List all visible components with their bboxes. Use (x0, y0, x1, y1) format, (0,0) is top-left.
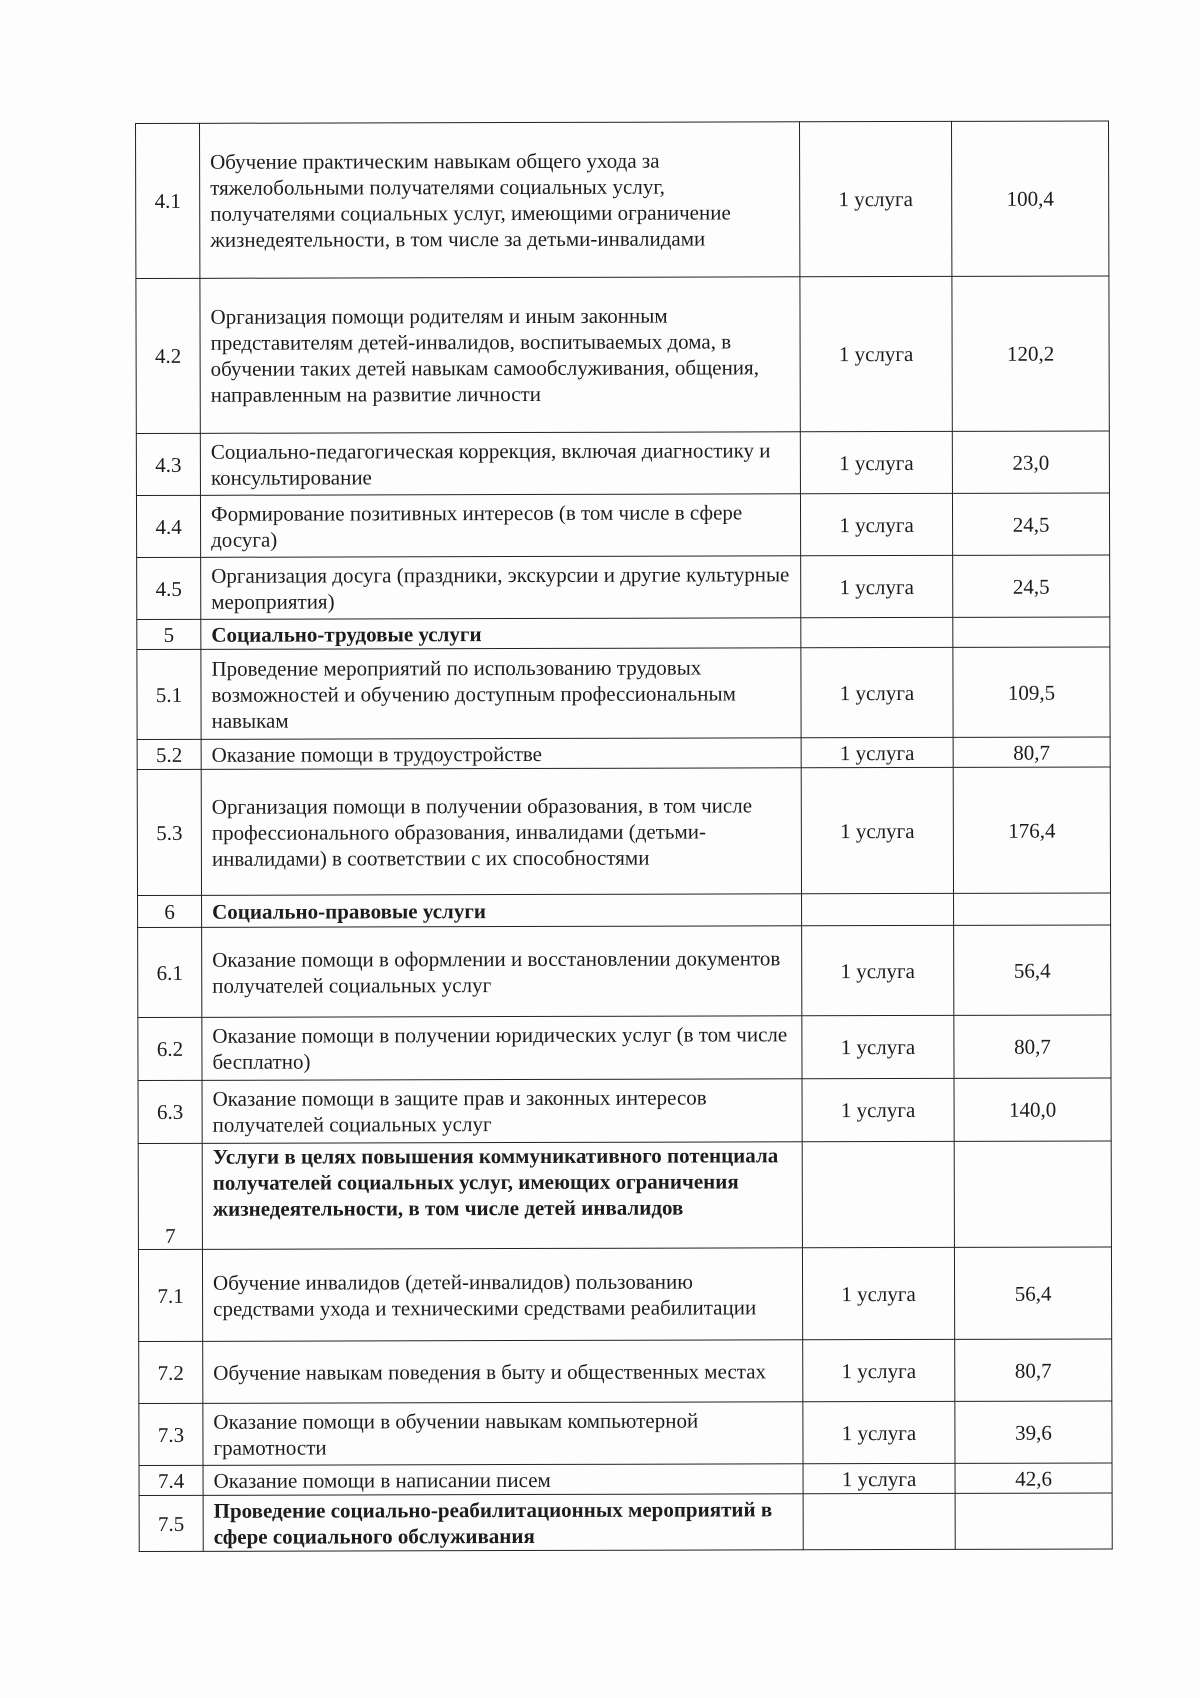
service-name: Оказание помощи в защите прав и законных интересов получателей социальных услуг (202, 1079, 802, 1144)
table-row (139, 1339, 1112, 1404)
row-number: 4.5 (137, 557, 201, 619)
service-unit: 1 услуга (803, 1339, 955, 1401)
service-name: Организация досуга (праздники, экскурсии и другие культурные мероприятия) (201, 556, 801, 620)
row-number: 6.3 (138, 1080, 202, 1143)
section-title: Социально-правовые услуги (202, 894, 802, 928)
section-row (139, 1493, 1112, 1552)
section-row (137, 617, 1110, 650)
service-unit: 1 услуга (802, 925, 954, 1015)
table-row (137, 767, 1110, 896)
row-number: 5.2 (137, 739, 201, 769)
row-number: 5.3 (137, 769, 201, 895)
row-number: 7 (138, 1143, 202, 1249)
service-name: Оказание помощи в оформлении и восстановлении документов получателей социальных услуг (202, 926, 802, 1018)
service-name: Оказание помощи в обучении навыкам компьютерной грамотности (203, 1402, 803, 1466)
service-price: 80,7 (955, 1339, 1112, 1401)
section-row (138, 893, 1111, 928)
service-price: 23,0 (952, 431, 1109, 493)
service-price (953, 617, 1110, 647)
service-unit: 1 услуга (802, 1015, 954, 1078)
section-row (138, 1141, 1111, 1250)
table-row (138, 1015, 1111, 1081)
service-unit: 1 услуга (801, 767, 953, 893)
service-unit: 1 услуга (802, 1247, 954, 1339)
row-number: 6 (138, 895, 202, 927)
service-unit: 1 услуга (799, 121, 951, 276)
service-price (954, 1141, 1111, 1247)
row-number: 4.1 (136, 123, 200, 278)
table-row (139, 1463, 1112, 1496)
service-unit (802, 1141, 954, 1247)
service-price: 176,4 (953, 767, 1110, 893)
row-number: 7.2 (139, 1341, 203, 1403)
table-row (139, 1401, 1112, 1466)
service-name: Оказание помощи в трудоустройстве (201, 738, 801, 770)
service-name: Формирование позитивных интересов (в том числе в сфере досуга) (200, 494, 800, 558)
row-number: 5 (137, 619, 201, 649)
service-price: 109,5 (953, 647, 1110, 737)
service-unit: 1 услуга (800, 493, 952, 555)
table-row (138, 925, 1111, 1018)
service-name: Организация помощи в получении образования, в том числе профессионального образования, инвалидами (детьми-инвалидами) в соответствии с их способностями (201, 768, 801, 896)
table-row (137, 647, 1110, 740)
service-name: Обучение инвалидов (детей-инвалидов) пользованию средствами ухода и техническими средствами реабилитации (202, 1248, 802, 1342)
service-unit: 1 услуга (801, 737, 953, 767)
section-title: Услуги в целях повышения коммуникативного потенциала получателей социальных услуг, имеющих ограничения жизнедеятельности, в том числе детей инвалидов (202, 1142, 802, 1250)
row-number: 5.1 (137, 649, 201, 739)
table-row (136, 276, 1109, 434)
service-unit (802, 893, 954, 925)
table-row (136, 493, 1109, 558)
row-number: 4.2 (136, 278, 200, 433)
row-number: 6.1 (138, 927, 202, 1017)
row-number: 7.5 (139, 1495, 203, 1551)
service-name: Обучение практическим навыкам общего ухода за тяжелобольными получателями социальных услуг, получателями социальных услуг, имеющими ограничение жизнедеятельности, в том числе за детьми-инвалидами (200, 122, 800, 279)
service-price: 24,5 (953, 555, 1110, 617)
service-price: 42,6 (955, 1463, 1112, 1493)
service-name: Оказание помощи в получении юридических услуг (в том числе бесплатно) (202, 1016, 802, 1081)
service-price (954, 893, 1111, 925)
service-price (955, 1493, 1112, 1549)
service-name: Оказание помощи в написании писем (203, 1464, 803, 1496)
service-price: 80,7 (953, 737, 1110, 767)
service-price: 80,7 (954, 1015, 1111, 1078)
row-number: 4.4 (136, 495, 200, 557)
service-name: Организация помощи родителям и иным законным представителям детей-инвалидов, воспитываемых дома, в обучении таких детей навыкам самообслуживания, общения, направленным на развитие личности (200, 277, 800, 434)
service-price: 56,4 (954, 925, 1111, 1015)
service-price: 120,2 (952, 276, 1109, 431)
service-price: 24,5 (952, 493, 1109, 555)
row-number: 7.4 (139, 1465, 203, 1495)
section-title: Социально-трудовые услуги (201, 618, 801, 650)
services-price-table (135, 120, 1113, 1552)
service-price: 39,6 (955, 1401, 1112, 1463)
table-row (138, 1078, 1111, 1144)
service-unit: 1 услуга (803, 1401, 955, 1463)
service-unit: 1 услуга (801, 555, 953, 617)
service-price: 56,4 (954, 1247, 1111, 1339)
table-row (138, 1247, 1111, 1342)
table-row (136, 121, 1109, 279)
service-name: Социально-педагогическая коррекция, включая диагностику и консультирование (200, 432, 800, 496)
service-name: Обучение навыкам поведения в быту и общественных местах (203, 1340, 803, 1404)
section-title: Проведение социально-реабилитационных мероприятий в сфере социального обслуживания (203, 1494, 803, 1552)
service-name: Проведение мероприятий по использованию трудовых возможностей и обучению доступным профессиональным навыкам (201, 648, 801, 740)
service-unit: 1 услуга (802, 1078, 954, 1141)
row-number: 6.2 (138, 1017, 202, 1080)
service-unit: 1 услуга (801, 647, 953, 737)
row-number: 7.3 (139, 1403, 203, 1465)
service-price: 140,0 (954, 1078, 1111, 1141)
service-unit: 1 услуга (803, 1463, 955, 1493)
table-row (137, 737, 1110, 770)
service-price: 100,4 (951, 121, 1108, 276)
table-row (136, 431, 1109, 496)
row-number: 4.3 (136, 433, 200, 495)
service-unit: 1 услуга (800, 431, 952, 493)
service-unit (801, 617, 953, 647)
service-unit: 1 услуга (800, 276, 952, 431)
row-number: 7.1 (138, 1249, 202, 1341)
table-row (137, 555, 1110, 620)
service-unit (803, 1493, 955, 1549)
